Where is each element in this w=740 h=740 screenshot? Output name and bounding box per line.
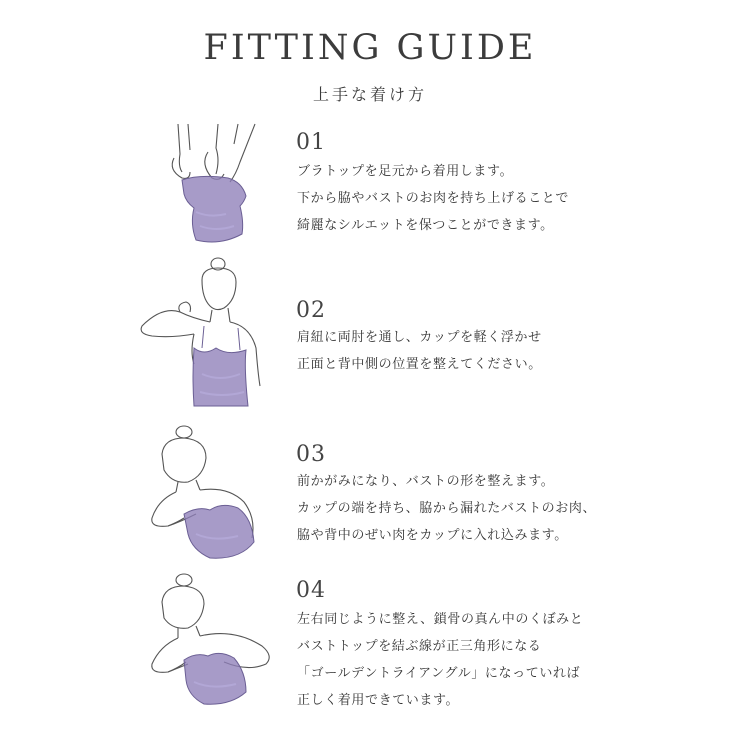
step-text-line: 前かがみになり、バストの形を整えます。 bbox=[297, 474, 555, 489]
step-text-line: 正しく着用できています。 bbox=[297, 693, 460, 708]
step-text-line: 綺麗なシルエットを保つことができます。 bbox=[297, 218, 554, 233]
step-text-line: 下から脇やバストのお肉を持ち上げることで bbox=[297, 191, 570, 206]
page-subtitle: 上手な着け方 bbox=[312, 85, 427, 104]
pulling-up-illustration bbox=[160, 122, 310, 247]
adjust-straps-illustration bbox=[132, 256, 282, 411]
page-title: FITTING GUIDE bbox=[203, 28, 537, 68]
step-number: 01 bbox=[296, 130, 326, 155]
step-number: 03 bbox=[296, 442, 326, 467]
step-text-line: 「ゴールデントライアングル」になっていれば bbox=[297, 666, 581, 681]
step-text-line: カップの端を持ち、脇から漏れたバストのお肉、 bbox=[297, 501, 597, 516]
step-text-line: 脇や背中のぜい肉をカップに入れ込みます。 bbox=[297, 528, 568, 543]
step-text-line: 正面と背中側の位置を整えてください。 bbox=[297, 357, 542, 372]
step-text-line: 肩紐に両肘を通し、カップを軽く浮かせ bbox=[297, 330, 542, 345]
step-text-line: ブラトップを足元から着用します。 bbox=[297, 164, 514, 179]
lean-forward-illustration bbox=[148, 422, 298, 562]
golden-triangle-illustration bbox=[138, 572, 288, 707]
step-text-line: バストトップを結ぶ線が正三角形になる bbox=[297, 639, 542, 654]
step-text-line: 左右同じように整え、鎖骨の真ん中のくぼみと bbox=[297, 612, 584, 627]
step-number: 02 bbox=[296, 298, 326, 323]
step-number: 04 bbox=[296, 578, 326, 603]
